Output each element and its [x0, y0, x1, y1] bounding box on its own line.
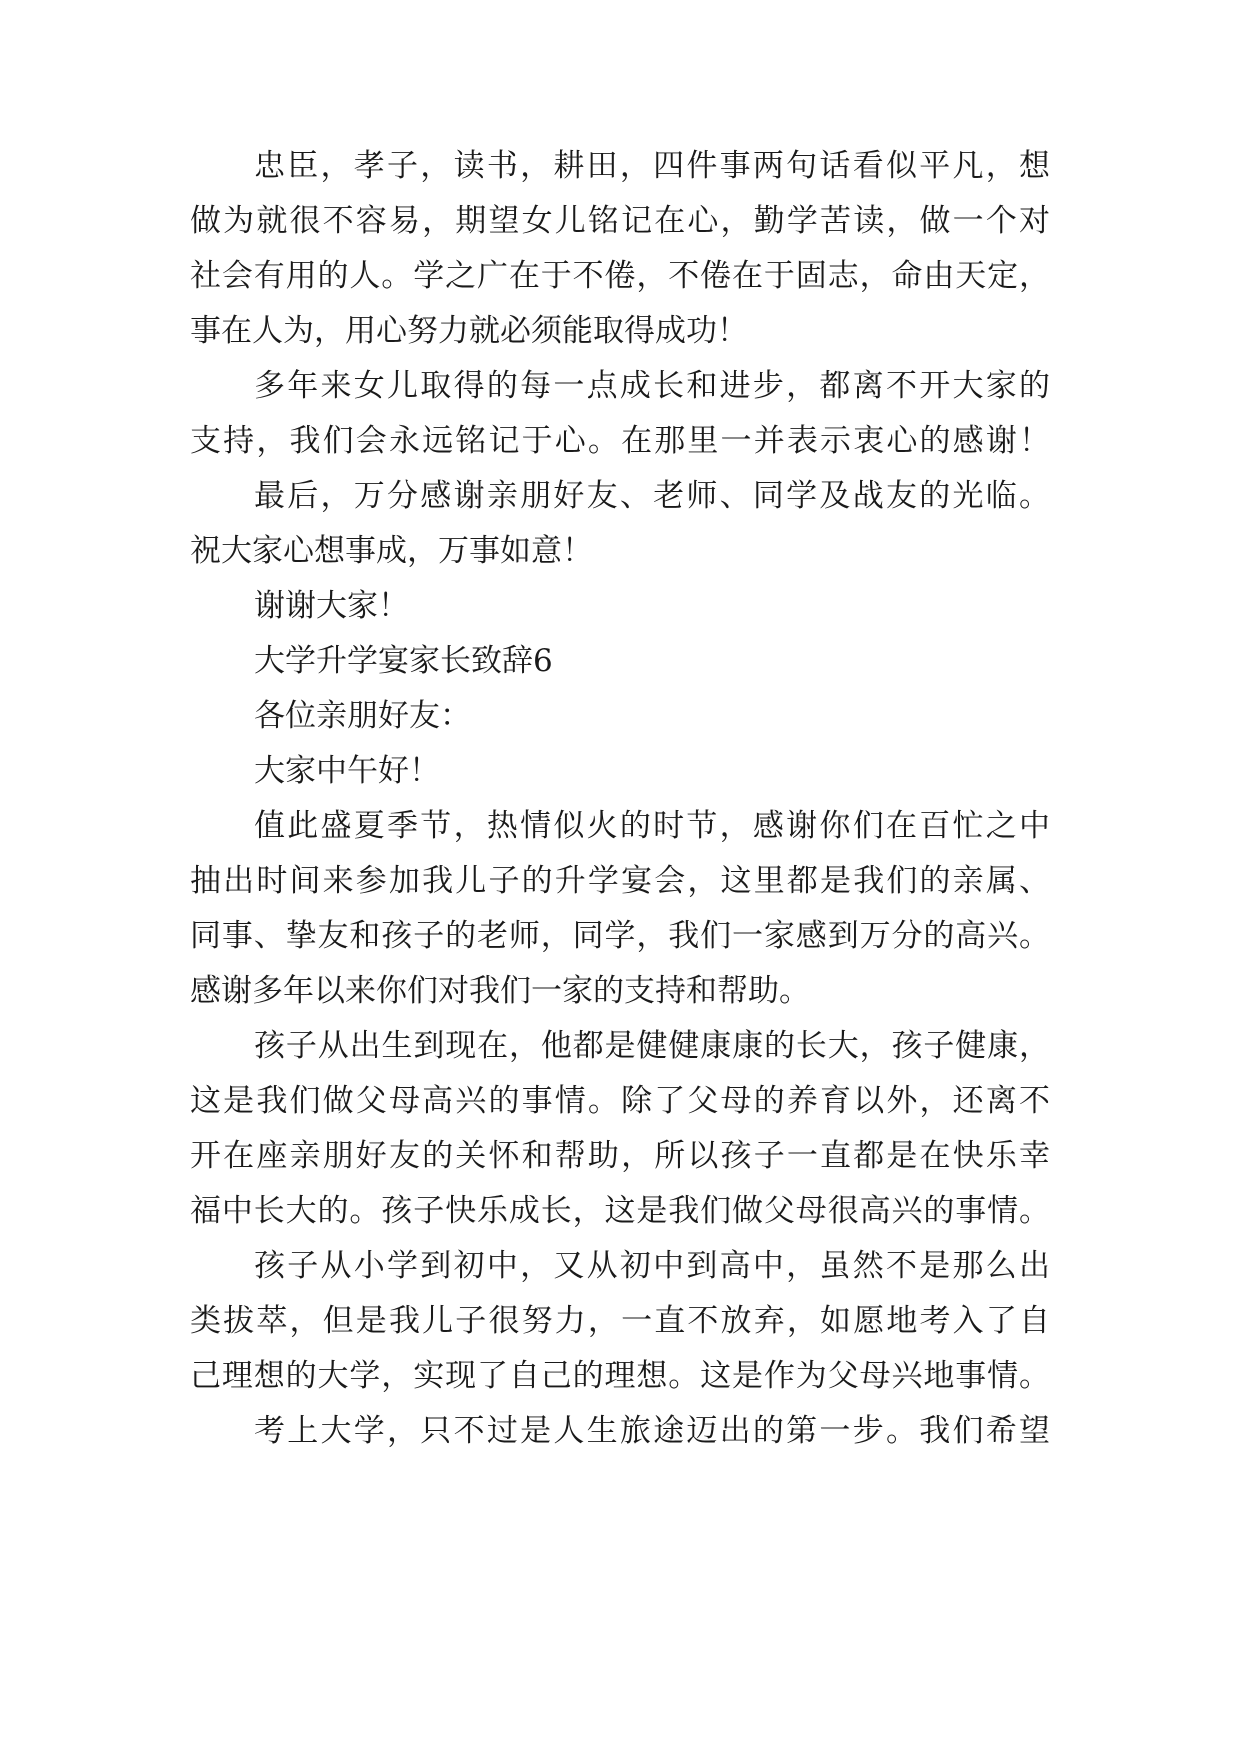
text-line: 谢谢大家！	[254, 588, 409, 624]
text-line: 孩子从小学到初中，又从初中到高中，虽然不是那么出	[254, 1248, 1050, 1284]
text-line: 多年来女儿取得的每一点成长和进步，都离不开大家的	[254, 368, 1050, 404]
text-line: 类拔萃，但是我儿子很努力，一直不放弃，如愿地考入了自	[190, 1303, 1050, 1339]
section-heading: 大学升学宴家长致辞6	[254, 643, 553, 679]
text-line: 最后，万分感谢亲朋好友、老师、同学及战友的光临。	[254, 478, 1050, 514]
text-line: 忠臣，孝子，读书，耕田，四件事两句话看似平凡，想	[254, 148, 1050, 184]
text-line: 感谢多年以来你们对我们一家的支持和帮助。	[190, 973, 810, 1009]
text-line: 抽出时间来参加我儿子的升学宴会，这里都是我们的亲属、	[190, 863, 1050, 899]
text-line: 值此盛夏季节，热情似火的时节，感谢你们在百忙之中	[254, 808, 1050, 844]
text-line: 祝大家心想事成，万事如意！	[190, 533, 593, 569]
text-line: 福中长大的。孩子快乐成长，这是我们做父母很高兴的事情。	[190, 1193, 1050, 1229]
text-line: 孩子从出生到现在，他都是健健康康的长大，孩子健康，	[254, 1028, 1050, 1064]
greeting: 大家中午好！	[254, 753, 440, 789]
salutation: 各位亲朋好友：	[254, 698, 471, 734]
text-line: 做为就很不容易，期望女儿铭记在心，勤学苦读，做一个对	[190, 203, 1050, 239]
text-line: 这是我们做父母高兴的事情。除了父母的养育以外，还离不	[190, 1083, 1050, 1119]
text-line: 支持，我们会永远铭记于心。在那里一并表示衷心的感谢！	[190, 423, 1050, 459]
text-line: 开在座亲朋好友的关怀和帮助，所以孩子一直都是在快乐幸	[190, 1138, 1050, 1174]
text-line: 己理想的大学，实现了自己的理想。这是作为父母兴地事情。	[190, 1358, 1050, 1394]
text-line: 社会有用的人。学之广在于不倦，不倦在于固志，命由天定，	[190, 258, 1050, 294]
text-line: 同事、挚友和孩子的老师，同学，我们一家感到万分的高兴。	[190, 918, 1050, 954]
text-line: 考上大学，只不过是人生旅途迈出的第一步。我们希望	[254, 1413, 1050, 1449]
text-line: 事在人为，用心努力就必须能取得成功！	[190, 313, 748, 349]
